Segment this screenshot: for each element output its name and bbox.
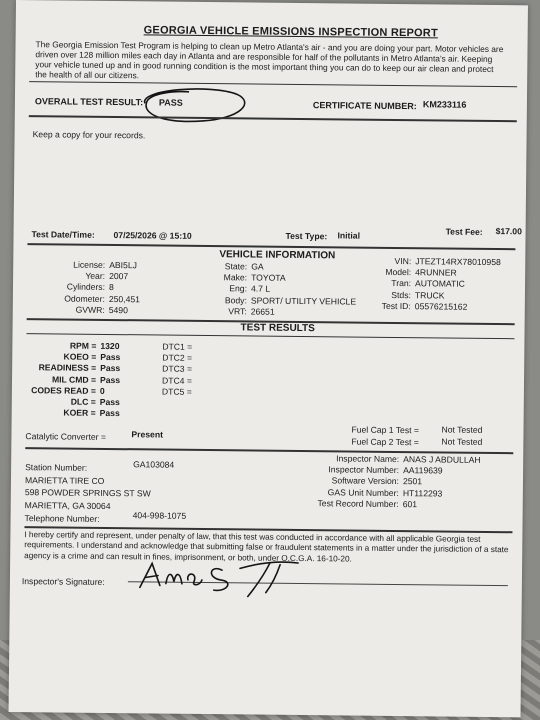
catalytic-converter-value: Present — [131, 429, 164, 440]
gas-unit-number-label: GAS Unit Number: — [327, 486, 399, 498]
vehicle-right-values — [415, 256, 516, 313]
inspector-name-label: Inspector Name: — [336, 453, 400, 465]
model-value: 4RUNNER — [415, 267, 457, 278]
overall-result-value: PASS — [158, 97, 183, 108]
dlc-value: Pass — [99, 396, 120, 408]
test-type-value: Initial — [337, 230, 361, 241]
koeo-value: Pass — [100, 352, 121, 363]
intro-paragraph: The Georgia Emission Test Program is helping to clean up Metro Atlanta's air - and you are doing your part. Motor vehicles are driven over 128 million miles each day in Atlanta and are responsible for half of the pollutants in Metro Atlanta's air. Keeping your vehicle tuned up and in good running condition is the most important thing you can do to keep our air clean and protect the health of all our citizens. — [35, 39, 504, 81]
transmission-value: AUTOMATIC — [415, 278, 465, 290]
fuel-cap-1-value: Not Tested — [441, 424, 483, 435]
year-label: Year: — [85, 270, 106, 282]
station-number-label: Station Number: — [25, 462, 88, 473]
odometer-label: Odometer: — [64, 293, 105, 304]
license-value: ABI5LJ — [109, 259, 137, 271]
state-label: State: — [224, 261, 248, 272]
codes-read-value: 0 — [99, 385, 105, 396]
dlc-label: DLC = — [70, 396, 96, 407]
model-label: Model: — [385, 267, 412, 278]
vehicle-right-labels — [369, 256, 412, 312]
codes-read-label: CODES READ = — [31, 384, 96, 396]
odometer-value: 250,451 — [108, 293, 141, 304]
gas-unit-number-value: HT112293 — [402, 487, 443, 499]
year-value: 2007 — [109, 271, 129, 282]
certificate-number: KM233116 — [422, 99, 467, 110]
standards-label: Stds: — [391, 289, 411, 300]
software-version-value: 2501 — [402, 476, 423, 487]
standards-value: TRUCK — [414, 289, 445, 301]
vrt-value: 26651 — [250, 306, 275, 317]
inspector-number-value: AA119639 — [403, 465, 443, 476]
fuel-cap-2-label: Fuel Cap 2 Test = — [351, 436, 419, 448]
inspector-signature-label: Inspector's Signature: — [21, 576, 105, 587]
vehicle-mid-labels — [209, 261, 248, 317]
readiness-label: READINESS = — [38, 362, 97, 374]
vehicle-mid-values — [251, 261, 372, 318]
license-label: License: — [73, 259, 106, 270]
station-address-line-1: 598 POWDER SPRINGS ST SW — [24, 487, 151, 499]
test-date-value: 07/25/2026 @ 15:10 — [113, 230, 192, 241]
vin-label: VIN: — [394, 255, 412, 267]
readiness-value: Pass — [100, 363, 121, 374]
koer-value: Pass — [99, 408, 120, 419]
state-value: GA — [251, 261, 264, 272]
rpm-value: 1320 — [100, 340, 120, 352]
inspector-labels — [303, 453, 400, 510]
test-record-number-value: 601 — [402, 498, 418, 509]
inspector-name-value: ANAS J ABDULLAH — [403, 454, 481, 465]
telephone-label: Telephone Number: — [24, 513, 100, 524]
transmission-label: Tran: — [391, 278, 412, 289]
inspection-report-page — [9, 0, 528, 717]
test-date-label: Test Date/Time: — [31, 229, 95, 240]
test-id-label: Test ID: — [381, 300, 411, 311]
cylinders-label: Cylinders: — [66, 281, 106, 293]
station-name: MARIETTA TIRE CO — [24, 475, 105, 486]
koeo-label: KOEO = — [63, 351, 97, 363]
test-fee-label: Test Fee: — [445, 226, 483, 237]
dtc-codes — [162, 342, 223, 399]
gvwr-value: 5490 — [108, 304, 128, 315]
certificate-label: CERTIFICATE NUMBER: — [312, 100, 417, 112]
dtc5-label: DTC5 = — [161, 386, 192, 397]
dtc2-label: DTC2 = — [162, 352, 193, 364]
report-title: GEORGIA VEHICLE EMISSIONS INSPECTION REPORT — [143, 24, 438, 40]
vrt-label: VRT: — [228, 305, 247, 317]
test-id-value: 05576215162 — [414, 300, 468, 312]
dtc1-label: DTC1 = — [162, 341, 193, 352]
test-record-number-label: Test Record Number: — [317, 497, 399, 509]
engine-label: Eng: — [229, 283, 248, 294]
divider — [25, 447, 513, 454]
vehicle-info-heading: VEHICLE INFORMATION — [219, 249, 336, 262]
divider — [27, 333, 515, 339]
make-value: TOYOTA — [251, 272, 286, 284]
catalytic-converter-label: Catalytic Converter = — [25, 431, 106, 442]
gvwr-label: GVWR: — [75, 304, 105, 315]
vin-value: JTEZT14RX78010958 — [415, 256, 501, 268]
test-type-label: Test Type: — [285, 230, 328, 242]
telephone-value: 404-998-1075 — [132, 510, 187, 521]
vehicle-left-labels — [53, 259, 106, 315]
make-label: Make: — [223, 272, 248, 283]
fuel-cap-2-value: Not Tested — [441, 436, 483, 447]
body-label: Body: — [224, 294, 247, 305]
fuel-cap-1-label: Fuel Cap 1 Test = — [351, 424, 420, 436]
inspector-number-label: Inspector Number: — [328, 464, 400, 476]
body-value: SPORT/ UTILITY VEHICLE — [250, 295, 357, 307]
certification-statement: I hereby certify and represent, under penalty of law, that this test was conducted in accordance with all applicable Georgia test requirements. I understand and acknowledge that submitting false or fraudulent statements in a matter under the jurisdiction of a state agency is a crime and can result in fines, imprisonment, or both, under O.C.G.A. 16-10-20. — [24, 530, 509, 564]
inspector-signature — [130, 549, 321, 601]
result-values — [100, 341, 151, 420]
result-labels — [22, 340, 97, 419]
rpm-label: RPM = — [69, 340, 97, 351]
koer-label: KOER = — [63, 407, 96, 418]
cylinders-value: 8 — [108, 282, 114, 293]
station-number-value: GA103084 — [133, 459, 175, 470]
test-fee-value: $17.00 — [495, 226, 522, 237]
vehicle-left-values — [109, 260, 180, 317]
software-version-label: Software Version: — [331, 475, 400, 487]
station-address-line-2: MARIETTA, GA 30064 — [24, 500, 111, 512]
overall-result-label: OVERALL TEST RESULT: — [34, 96, 144, 108]
test-results-heading: TEST RESULTS — [240, 322, 315, 335]
inspector-values — [403, 454, 514, 511]
dtc3-label: DTC3 = — [162, 363, 193, 375]
mil-cmd-label: MIL CMD = — [51, 373, 97, 385]
dtc4-label: DTC4 = — [161, 375, 192, 386]
engine-value: 4.7 L — [250, 283, 271, 295]
mil-cmd-value: Pass — [99, 374, 121, 385]
keep-copy-note: Keep a copy for your records. — [32, 129, 146, 141]
divider — [29, 115, 517, 122]
